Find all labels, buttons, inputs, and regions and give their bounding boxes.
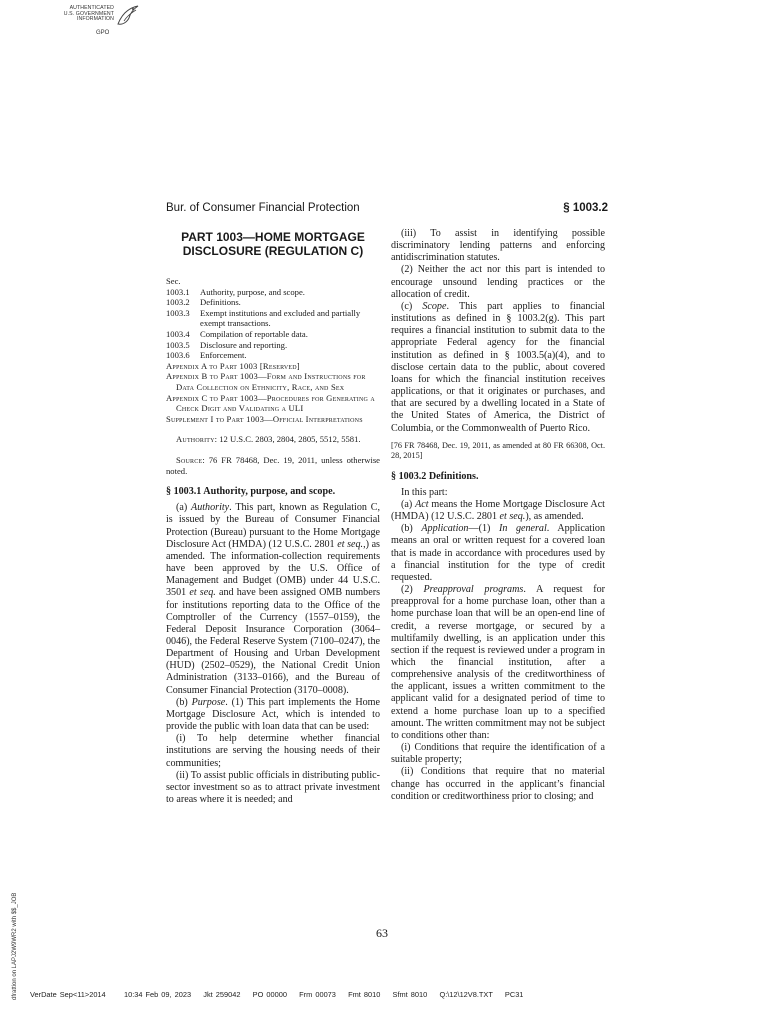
toc-number: 1003.4: [166, 328, 190, 339]
seal-line: AUTHENTICATED: [69, 5, 114, 11]
side-slug: dfrattion on LAPJ2W9WR2 with $$_JOB: [12, 892, 18, 1000]
toc-number: 1003.6: [166, 350, 190, 361]
part-title-line: PART 1003—HOME MORTGAGE: [181, 230, 365, 244]
toc-appendix: Appendix C to Part 1003—Procedures for Generating a Check Digit and Validating a ULI: [166, 392, 375, 414]
toc-number: 1003.5: [166, 339, 190, 350]
toc-text: Authority, purpose, and scope.: [200, 286, 305, 297]
paragraph-purpose-2: (2) Neither the act nor this part is intended to encourage unsound lending practices or the allocation of credit.: [391, 264, 605, 300]
source-note: [166, 455, 380, 476]
toc-item: [166, 350, 380, 361]
source-label: Source: [176, 454, 203, 465]
toc-number: 1003.3: [166, 307, 190, 318]
toc-item: [166, 340, 380, 351]
toc-appendix: Appendix A to Part 1003 [Reserved]: [166, 360, 300, 371]
authority-note: [166, 434, 380, 445]
seal-gpo-label: GPO: [96, 30, 110, 36]
seal-line: INFORMATION: [76, 16, 114, 23]
left-column: [166, 228, 380, 806]
authority-text: : 12 U.S.C. 2803, 2804, 2805, 5512, 5581.: [214, 434, 361, 445]
paragraph-authority: (a) Authority. This part, known as Regulation C, is issued by the Bureau of Consumer Financial Protection (Bureau) pursuant to the Home Mortgage Disclosure Act (HMDA) (12 U.S.C. 2801 et seq.,) as amended. The information-collection requirements have been approved by the U.S. Office of Management and Budget (OMB) under 44 U.S.C. 3501 et seq. and have been assigned OMB numbers for institutions reporting data to the Office of the Comptroller of the Currency (1557–0159), the Federal Deposit Insurance Corporation (3064–0046), the Federal Reserve System (7100–0247), the Department of Housing and Urban Development (HUD) (2502–0529), the National Credit Union Administration (3133–0166), and the Bureau of Consumer Financial Protection (3170–0008).: [166, 502, 381, 696]
toc-number: 1003.2: [166, 297, 190, 308]
paragraph-purpose-ii: (ii) To assist public officials in distributing public-sector investment so as to attract private investment to areas where it is needed; and: [166, 769, 380, 805]
paragraph-condition-i: (i) Conditions that require the identification of a suitable property;: [391, 742, 605, 766]
toc-text: Exempt institutions and excluded and partially exempt transactions.: [200, 307, 361, 329]
part-title-line: DISCLOSURE (REGULATION C): [182, 244, 364, 258]
eagle-icon: [114, 4, 140, 30]
toc-text: Definitions.: [200, 297, 241, 308]
source-text: : 76 FR 78468, Dec. 19, 2011, unless otherwise noted.: [166, 454, 380, 476]
right-column: [391, 228, 605, 803]
section-heading: § 1003.1 Authority, purpose, and scope.: [166, 486, 336, 498]
part-title: [166, 230, 380, 258]
paragraph-preapproval: (2) Preapproval programs. A request for preapproval for a home purchase loan, other than a home purchase loan that will be an open-end line of credit, a reverse mortgage, or secured by a multifamily dwelling, is an application under this section if the request is reviewed under a program in which the financial institution, after a comprehensive analysis of the creditworthiness of the applicant, issues a written commitment to the applicant valid for a designated period of time to extend a home purchase loan up to a specified amount. The written commitment may not be subject to conditions other than:: [391, 584, 606, 741]
table-of-contents: [166, 276, 380, 424]
toc-number: 1003.1: [166, 286, 190, 297]
print-footer: VerDate Sep<11>2014 10:34 Feb 09, 2023 Jkt 259042 PO 00000 Frm 00073 Fmt 8010 Sfmt 8010 Q:\12\12V8.TXT PC31: [30, 990, 524, 999]
section-heading: § 1003.2 Definitions.: [391, 470, 479, 482]
amendment-citation: [76 FR 78468, Dec. 19, 2011, as amended at 80 FR 66308, Oct. 28, 2015]: [391, 440, 605, 460]
toc-item: [166, 308, 380, 329]
paragraph-application: (b) Application—(1) In general. Application means an oral or written request for a covered loan that is made in accordance with procedures used by a financial institution for the type of credit requested.: [391, 523, 606, 583]
gpo-authentication-seal: [58, 4, 140, 40]
toc-item: [166, 297, 380, 308]
page-number: 63: [376, 926, 388, 940]
toc-appendix: Appendix B to Part 1003—Form and Instructions for Data Collection on Ethnicity, Race, and Sex: [166, 371, 366, 392]
paragraph-purpose-iii: (iii) To assist in identifying possible discriminatory lending patterns and enforcing antidiscrimination statutes.: [391, 228, 605, 264]
toc-text: Disclosure and reporting.: [200, 339, 288, 350]
paragraph-intro: In this part:: [401, 486, 448, 498]
paragraph-purpose: (b) Purpose. (1) This part implements the Home Mortgage Disclosure Act, which is intended to provide the public with loan data that can be used:: [166, 696, 380, 733]
toc-item: [166, 329, 380, 340]
seal-line: U.S. GOVERNMENT: [63, 10, 114, 17]
toc-text: Compilation of reportable data.: [200, 328, 308, 339]
paragraph-scope: (c) Scope. This part applies to financial institutions as defined in § 1003.2(g). This part requires a financial institution to submit data to the appropriate Federal agency for the financial institution as defined in § 1003.5(a)(4), and to disclose certain data to the public, about covered loans for which the financial institution receives applications, or that it originates or purchases, and that are secured by a dwelling located in a State of the United States of America, the District of Columbia, or the Commonwealth of Puerto Rico.: [391, 300, 605, 434]
running-header-section: § 1003.2: [563, 202, 608, 214]
toc-appendix: Supplement I to Part 1003—Official Interpretations: [166, 413, 363, 424]
toc-text: Enforcement.: [200, 350, 247, 361]
paragraph-act: (a) Act means the Home Mortgage Disclosure Act (HMDA) (12 U.S.C. 2801 et seq.), as amended.: [391, 498, 605, 523]
toc-label: Sec.: [166, 276, 181, 286]
running-header-agency: Bur. of Consumer Financial Protection: [166, 202, 360, 214]
toc-item: [166, 287, 380, 298]
paragraph-purpose-i: (i) To help determine whether financial institutions are serving the housing needs of their communities;: [166, 733, 380, 769]
paragraph-condition-ii: (ii) Conditions that require that no material change has occurred in the applicant’s financial condition or creditworthiness prior to closing; and: [391, 766, 605, 802]
seal-text: [58, 6, 114, 23]
authority-label: Authority: [176, 434, 215, 445]
